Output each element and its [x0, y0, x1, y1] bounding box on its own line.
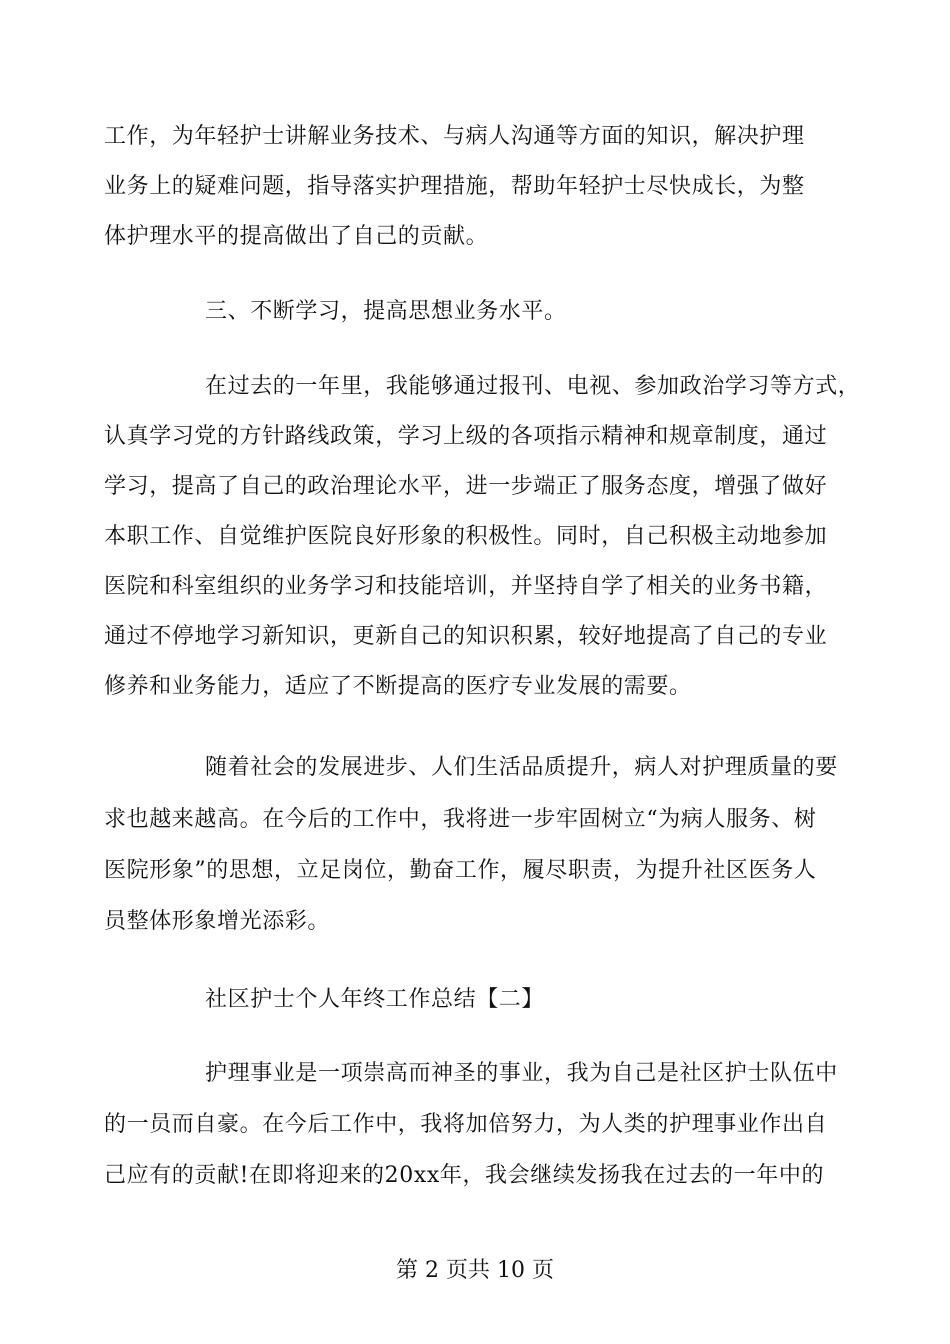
text-line: 医院形象”的思想，立足岗位，勤奋工作，履尽职责，为提升社区医务人	[104, 858, 817, 883]
section-title: 社区护士个人年终工作总结【二】	[205, 987, 545, 1012]
text-line: 本职工作、自觉维护医院良好形象的积极性。同时，自己积极主动地参加	[104, 524, 828, 549]
text-line: 体护理水平的提高做出了自己的贡献。	[104, 224, 489, 249]
text-line: 学习，提高了自己的政治理论水平，进一步端正了服务态度，增强了做好	[104, 474, 828, 499]
text-line: 己应有的贡献!在即将迎来的20xx年，我会继续发扬我在过去的一年中的	[104, 1163, 825, 1188]
text-line: 在过去的一年里，我能够通过报刊、电视、参加政治学习等方式，	[205, 374, 861, 399]
text-line: 员整体形象增光添彩。	[104, 909, 331, 934]
text-line: 护理事业是一项崇高而神圣的事业，我为自己是社区护士队伍中	[205, 1061, 838, 1086]
text-line: 修养和业务能力，适应了不断提高的医疗专业发展的需要。	[104, 674, 692, 699]
text-line: 工作，为年轻护士讲解业务技术、与病人沟通等方面的知识，解决护理	[104, 124, 805, 149]
text-line: 随着社会的发展进步、人们生活品质提升，病人对护理质量的要	[205, 755, 838, 780]
text-line: 认真学习党的方针路线政策，学习上级的各项指示精神和规章制度，通过	[104, 424, 828, 449]
text-line: 的一员而自豪。在今后工作中，我将加倍努力，为人类的护理事业作出自	[104, 1112, 828, 1137]
text-line: 求也越来越高。在今后的工作中，我将进一步牢固树立“为病人服务、树	[104, 807, 817, 832]
section-heading: 三、不断学习，提高思想业务水平。	[205, 299, 567, 324]
text-line: 通过不停地学习新知识，更新自己的知识积累，较好地提高了自己的专业	[104, 624, 828, 649]
text-line: 医院和科室组织的业务学习和技能培训，并坚持自学了相关的业务书籍，	[104, 574, 828, 599]
text-line: 业务上的疑难问题，指导落实护理措施，帮助年轻护士尽快成长，为整	[104, 174, 805, 199]
page-number: 第 2 页共 10 页	[396, 1258, 554, 1283]
